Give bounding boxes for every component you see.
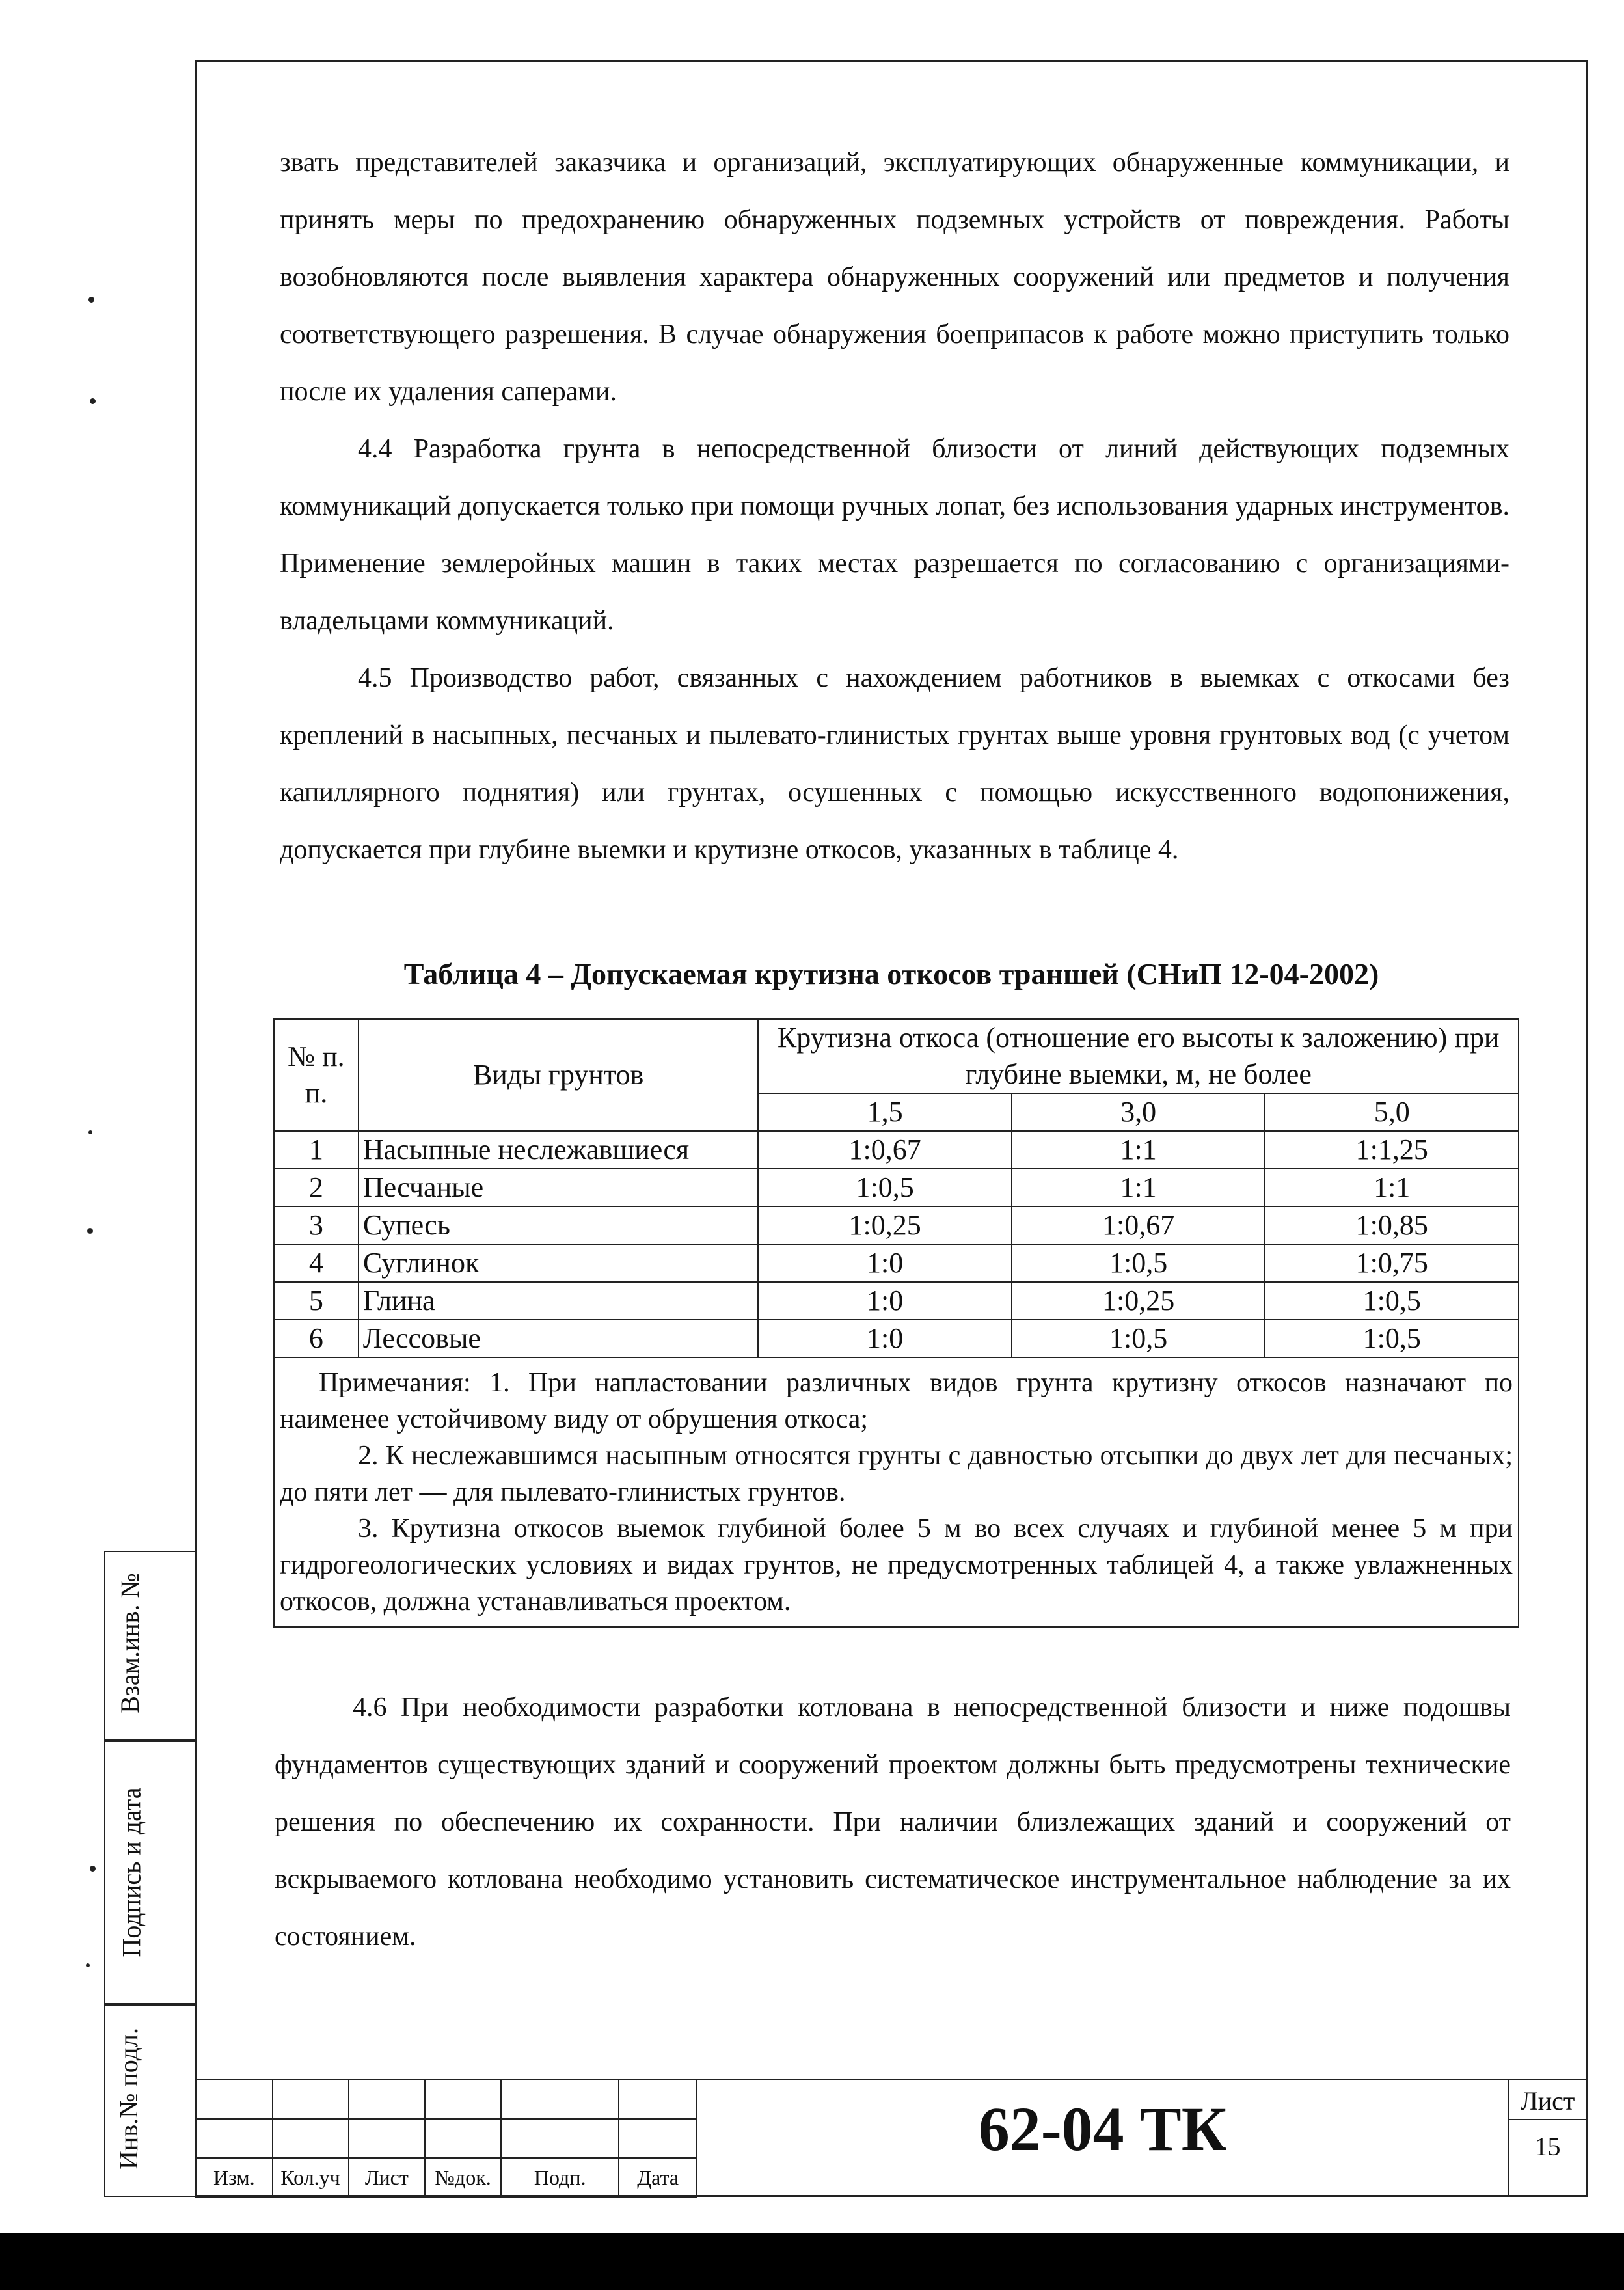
scan-speck xyxy=(88,297,94,303)
header-depth: 1,5 xyxy=(758,1093,1012,1131)
stamp-label: Изм. xyxy=(196,2158,273,2197)
row-value: 1:1 xyxy=(1012,1131,1265,1169)
table-row xyxy=(274,1131,1519,1169)
row-num: 5 xyxy=(274,1282,359,1320)
row-value: 1:0,5 xyxy=(1012,1320,1265,1357)
text-block-bottom xyxy=(275,1679,1511,1965)
note-3: 3. Крутизна откосов выемок глубиной более 5 м во всех случаях и глубиной менее 5 м при гидрогеологических условиях и видах грунтов, не предусмотренных таблицей 4, а также увлажненных откосов, должна устанавливаться проектом. xyxy=(280,1514,1513,1616)
paragraph-4-5: 4.5 Производство работ, связанных с нахождением работников в выемках с откосами без креплений в насыпных, песчаных и пылевато-глинистых грунтах выше уровня грунтовых вод (с учетом капиллярного поднятия) или грунтах, осушенных с помощью искусственного водопонижения, допускается при глубине выемки и крутизне откосов, указанных в таблице 4. xyxy=(280,663,1509,865)
row-value: 1:0,5 xyxy=(1265,1320,1519,1357)
stamp-label: Дата xyxy=(619,2158,697,2197)
row-value: 1:0,25 xyxy=(1012,1282,1265,1320)
scan-speck xyxy=(90,1866,96,1872)
text-block-top xyxy=(280,134,1509,879)
paragraph-4-6: 4.6 При необходимости разработки котлована в непосредственной близости и ниже подошвы фундаментов существующих зданий и сооружений проектом должны быть предусмотрены технические решения по обеспечению их сохранности. При наличии близлежащих зданий и сооружений от вскрываемого котлована необходимо установить систематическое инструментальное наблюдение за их состоянием. xyxy=(275,1693,1511,1952)
scan-border-bottom xyxy=(0,2233,1624,2290)
document-code: 62-04 ТК xyxy=(978,2094,1227,2164)
header-soil: Виды грунтов xyxy=(359,1019,758,1131)
table-row xyxy=(274,1169,1519,1206)
table-row xyxy=(274,1320,1519,1357)
row-value: 1:0,5 xyxy=(1265,1282,1519,1320)
row-soil: Супесь xyxy=(359,1206,758,1244)
stamp-label: Лист xyxy=(349,2158,426,2197)
row-value: 1:1,25 xyxy=(1265,1131,1519,1169)
table-notes xyxy=(274,1357,1519,1627)
row-value: 1:0,25 xyxy=(758,1206,1012,1244)
table-caption: Таблица 4 – Допускаемая крутизна откосов траншей (СНиП 12-04-2002) xyxy=(403,957,1379,990)
table-row xyxy=(274,1282,1519,1320)
row-num: 6 xyxy=(274,1320,359,1357)
row-value: 1:1 xyxy=(1012,1169,1265,1206)
row-soil: Глина xyxy=(359,1282,758,1320)
stamp-row xyxy=(196,2119,697,2158)
side-label-vzam: Взам.инв. № xyxy=(115,1573,144,1713)
scan-speck xyxy=(88,1130,92,1134)
scan-speck xyxy=(87,1228,93,1234)
stamp-row xyxy=(196,2080,697,2119)
stamp-top-line xyxy=(697,2079,1588,2080)
row-value: 1:0,75 xyxy=(1265,1244,1519,1282)
header-slope: Крутизна откоса (отношение его высоты к заложению) при глубине выемки, м, не более xyxy=(758,1019,1519,1093)
scan-speck xyxy=(90,398,96,404)
row-value: 1:0 xyxy=(758,1320,1012,1357)
paragraph-4-4: 4.4 Разработка грунта в непосредственной близости от линий действующих подземных коммуникаций допускается только при помощи ручных лопат, без использования ударных инструментов. Применение землеройных машин в таких местах разрешается по согласованию с организациями-владельцами коммуникаций. xyxy=(280,434,1509,636)
row-value: 1:1 xyxy=(1265,1169,1519,1206)
row-soil: Насыпные неслежавшиеся xyxy=(359,1131,758,1169)
row-value: 1:0,67 xyxy=(1012,1206,1265,1244)
header-depth: 3,0 xyxy=(1012,1093,1265,1131)
row-soil: Суглинок xyxy=(359,1244,758,1282)
row-soil: Лессовые xyxy=(359,1320,758,1357)
table-row xyxy=(274,1244,1519,1282)
slope-table xyxy=(273,1018,1519,1628)
row-num: 4 xyxy=(274,1244,359,1282)
row-soil: Песчаные xyxy=(359,1169,758,1206)
row-value: 1:0,85 xyxy=(1265,1206,1519,1244)
row-value: 1:0,5 xyxy=(758,1169,1012,1206)
note-2: 2. К неслежавшимся насыпным относятся грунты с давностью отсыпки до двух лет для песчаных; до пяти лет — для пылевато-глинистых грунтов. xyxy=(280,1441,1513,1507)
row-value: 1:0,5 xyxy=(1012,1244,1265,1282)
stamp-label: №док. xyxy=(425,2158,501,2197)
header-depth: 5,0 xyxy=(1265,1093,1519,1131)
stamp-label-row xyxy=(196,2158,697,2197)
stamp-label: Кол.уч xyxy=(273,2158,349,2197)
sheet-number: 15 xyxy=(1534,2132,1561,2161)
row-num: 1 xyxy=(274,1131,359,1169)
stamp-label: Подп. xyxy=(501,2158,619,2197)
header-num: № п. п. xyxy=(274,1019,359,1131)
row-value: 1:0,67 xyxy=(758,1131,1012,1169)
table-row xyxy=(274,1206,1519,1244)
side-label-inv: Инв.№ подл. xyxy=(114,2028,143,2170)
row-value: 1:0 xyxy=(758,1244,1012,1282)
side-label-podpis: Подпись и дата xyxy=(116,1787,146,1957)
table-notes-row xyxy=(274,1357,1519,1627)
note-1: Примечания: 1. При напластовании различных видов грунта крутизну откосов назначают по наименее устойчивому виду от обрушения откоса; xyxy=(280,1368,1513,1434)
row-num: 2 xyxy=(274,1169,359,1206)
table-header-row xyxy=(274,1019,1519,1093)
scan-speck xyxy=(86,1963,90,1967)
row-value: 1:0 xyxy=(758,1282,1012,1320)
paragraph: звать представителей заказчика и организаций, эксплуатирующих обнаруженные коммуникации, и принять меры по предохранению обнаруженных подземных устройств от повреждения. Работы возобновляются после выявления характера обнаруженных сооружений или предметов и получения соответствующего разрешения. В случае обнаружения боеприпасов к работе можно приступить только после их удаления саперами. xyxy=(280,148,1509,407)
sheet-label: Лист xyxy=(1508,2086,1588,2120)
row-num: 3 xyxy=(274,1206,359,1244)
stamp-grid xyxy=(195,2079,697,2198)
